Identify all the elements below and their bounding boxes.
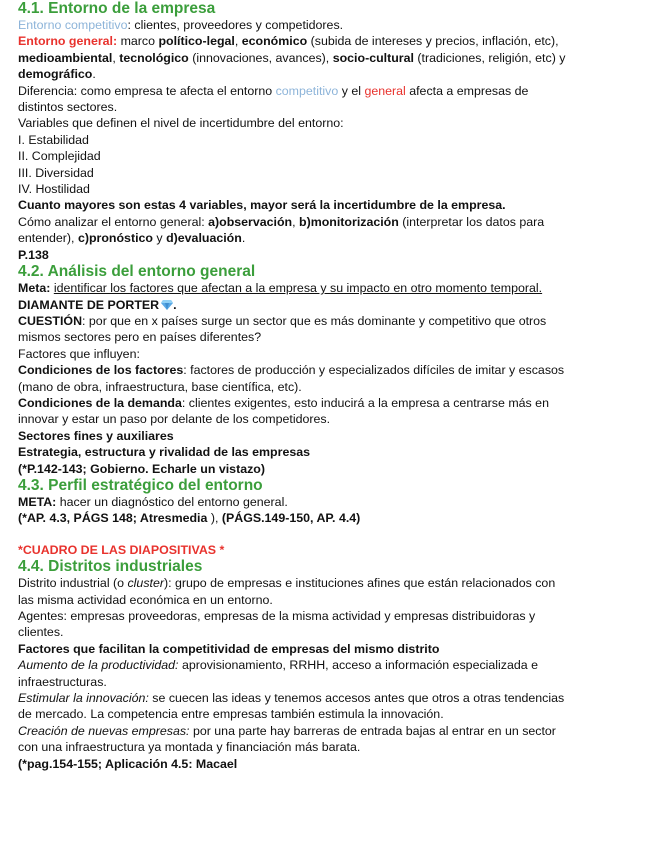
line-cuanto-mayores: Cuanto mayores son estas 4 variables, mayor será la incertidumbre de la empresa. bbox=[18, 198, 506, 213]
line-meta-4-2: Meta: identificar los factores que afectan a la empresa y su impacto en otro momento temporal. bbox=[18, 281, 543, 296]
line-condiciones-factores-2: (mano de obra, infraestructura, base científica, etc). bbox=[18, 379, 302, 394]
line-entorno-general: Entorno general: marco político-legal, económico (subida de intereses y precios, inflación, etc), bbox=[18, 34, 559, 49]
spacer bbox=[18, 527, 630, 542]
line-cuestion: CUESTIÓN: por que en x países surge un sector que es más dominante y competitivo que otros bbox=[18, 313, 547, 328]
gem-icon bbox=[161, 300, 173, 310]
section-4-2-title: 4.2. Análisis del entorno general bbox=[18, 263, 256, 281]
line-entorno-competitivo: Entorno competitivo: clientes, proveedores y competidores. bbox=[18, 18, 344, 32]
line-medioambiental: medioambiental, tecnológico (innovaciones, avances), socio-cultural (tradiciones, religión, etc) y bbox=[18, 50, 566, 65]
line-estimular-innovacion: Estimular la innovación: se cuecen las ideas y tenemos accesos antes que otros a otras tendencias bbox=[18, 691, 565, 706]
line-cuestion-2: mismos sectores pero en países diferentes? bbox=[18, 330, 262, 345]
line-condiciones-demanda-2: innovar y estar un paso por delante de los competidores. bbox=[18, 412, 331, 427]
line-factores-competitividad: Factores que facilitan la competitividad de empresas del mismo distrito bbox=[18, 641, 440, 656]
list-item-estabilidad: I. Estabilidad bbox=[18, 132, 89, 147]
line-misma-actividad: las misma actividad económica en un entorno. bbox=[18, 592, 273, 607]
page-ref-148: (*AP. 4.3, PÁGS 148; Atresmedia ), (PÁGS.149-150, AP. 4.4) bbox=[18, 511, 361, 526]
line-sectores-fines: Sectores fines y auxiliares bbox=[18, 428, 174, 443]
section-4-4-title: 4.4. Distritos industriales bbox=[18, 558, 203, 576]
list-item-diversidad: III. Diversidad bbox=[18, 165, 94, 180]
line-variables: Variables que definen el nivel de incertidumbre del entorno: bbox=[18, 116, 344, 131]
document-page bbox=[18, 0, 630, 772]
line-aumento-productividad: Aumento de la productividad: aprovisionamiento, RRHH, acceso a información especializada e bbox=[18, 658, 539, 673]
line-agentes: Agentes: empresas proveedoras, empresas de la misma actividad y empresas distribuidoras y bbox=[18, 609, 536, 623]
line-diferencia: Diferencia: como empresa te afecta el entorno competitivo y el general afecta a empresas de bbox=[18, 83, 529, 98]
section-4-3-title: 4.3. Perfil estratégico del entorno bbox=[18, 476, 263, 494]
line-diamante-porter: DIAMANTE DE PORTER . bbox=[18, 297, 177, 312]
line-infraestructuras: infraestructuras. bbox=[18, 674, 107, 689]
line-entender: entender), c)pronóstico y d)evaluación. bbox=[18, 231, 246, 246]
page-ref-142: (*P.142-143; Gobierno. Echarle un vistazo) bbox=[18, 461, 265, 476]
page-ref-138: P.138 bbox=[18, 247, 49, 262]
line-infraestructura-montada: con una infraestructura ya montada y financiación más barata. bbox=[18, 740, 361, 755]
line-demografico: demográfico. bbox=[18, 67, 96, 82]
line-condiciones-demanda: Condiciones de la demanda: clientes exigentes, esto inducirá a la empresa a centrarse más en bbox=[18, 395, 549, 410]
line-distrito-industrial: Distrito industrial (o cluster): grupo de empresas e instituciones afines que están relacionados con bbox=[18, 576, 556, 591]
line-distintos-sectores: distintos sectores. bbox=[18, 100, 118, 115]
line-estrategia: Estrategia, estructura y rivalidad de las empresas bbox=[18, 445, 311, 460]
line-clientes: clientes. bbox=[18, 625, 64, 640]
list-item-complejidad: II. Complejidad bbox=[18, 149, 101, 164]
line-de-mercado: de mercado. La competencia entre empresas también estimula la innovación. bbox=[18, 707, 444, 722]
list-item-hostilidad: IV. Hostilidad bbox=[18, 182, 90, 197]
line-factores-influyen: Factores que influyen: bbox=[18, 346, 140, 361]
section-4-1-title: 4.1. Entorno de la empresa bbox=[18, 0, 216, 17]
page-ref-154: (*pag.154-155; Aplicación 4.5: Macael bbox=[18, 756, 238, 771]
line-meta-4-3: META: hacer un diagnóstico del entorno general. bbox=[18, 494, 288, 509]
cuadro-diapositivas: *CUADRO DE LAS DIAPOSITIVAS * bbox=[18, 542, 225, 557]
line-creacion-empresas: Creación de nuevas empresas: por una parte hay barreras de entrada bajas al entrar en un sector bbox=[18, 723, 556, 738]
line-como-analizar: Cómo analizar el entorno general: a)observación, b)monitorización (interpretar los datos para bbox=[18, 214, 545, 229]
line-condiciones-factores: Condiciones de los factores: factores de producción y especializados difíciles de imitar y escasos bbox=[18, 363, 565, 378]
